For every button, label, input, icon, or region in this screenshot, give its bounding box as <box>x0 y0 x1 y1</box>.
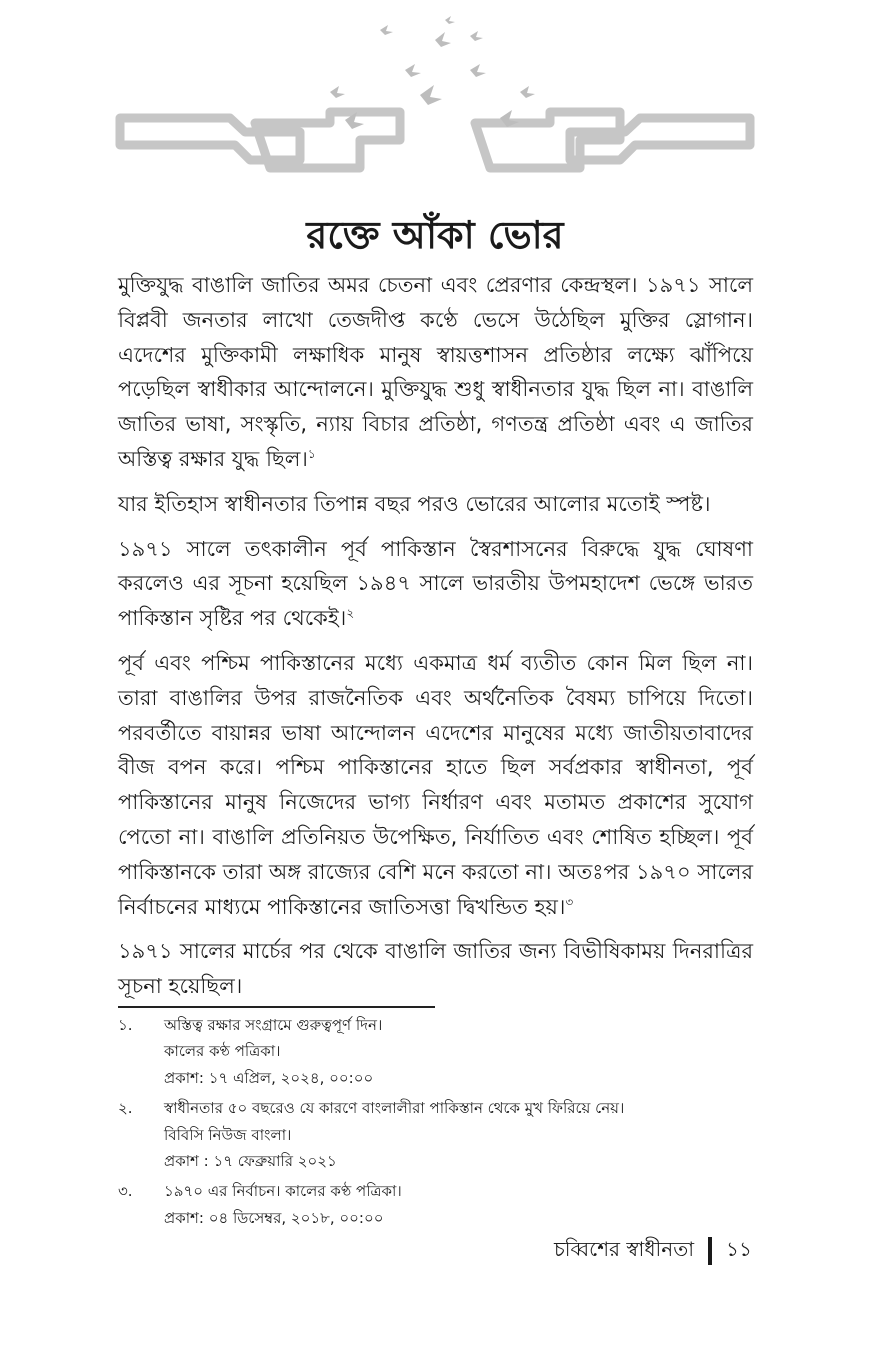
footnote-line: ১৯৭০ এর নির্বাচন। কালের কণ্ঠ পত্রিকা। <box>164 1182 402 1201</box>
broken-chain-with-birds-icon <box>0 0 870 200</box>
footnote-line: স্বাধীনতার ৫০ বছরেও যে কারণে বাংলালীরা পাকিস্তান থেকে মুখ ফিরিয়ে নেয়। <box>164 1099 625 1118</box>
footnote-item <box>118 1012 753 1091</box>
book-title: চব্বিশের স্বাধীনতা <box>554 1236 695 1261</box>
footnote-line: প্রকাশ: ১৭ এপ্রিল, ২০২৪, ০০:০০ <box>164 1068 374 1087</box>
footnote-line: বিবিসি নিউজ বাংলা। <box>164 1125 292 1144</box>
footnote-line: প্রকাশ : ১৭ ফেব্রুয়ারি ২০২১ <box>164 1152 337 1171</box>
footnote-number: ১. <box>118 1016 133 1034</box>
body-text <box>118 268 753 1014</box>
running-footer <box>554 1233 752 1269</box>
footnote-number: ৩. <box>118 1182 133 1201</box>
footnote-number: ২. <box>118 1099 133 1118</box>
footnote-line: অস্তিত্ব রক্ষার সংগ্রামে গুরুত্বপূর্ণ দিন। <box>164 1016 383 1034</box>
paragraph: যার ইতিহাস স্বাধীনতার তিপান্ন বছর পরও ভোরের আলোর মতোই স্পষ্ট। <box>118 491 711 516</box>
paragraph: মুক্তিযুদ্ধ বাঙালি জাতির অমর চেতনা এবং প্রেরণার কেন্দ্রস্থল। ১৯৭১ সালে বিপ্লবী জনতার লাখো তেজদীপ্ত কণ্ঠে ভেসে উঠেছিল মুক্তির স্লোগান। এদেশের মুক্তিকামী লক্ষাধিক মানুষ স্বায়ত্তশাসন প্রতিষ্ঠার লক্ষ্যে ঝাঁপিয়ে পড়েছিল স্বাধীকার আন্দোলনে। মুক্তিযুদ্ধ শুধু স্বাধীনতার যুদ্ধ ছিল না। বাঙালি জাতির ভাষা, সংস্কৃতি, ন্যায় বিচার প্রতিষ্ঠা, গণতন্ত্র প্রতিষ্ঠা এবং এ জাতির অস্তিত্ব রক্ষার যুদ্ধ ছিল।$^১$ <box>118 273 753 471</box>
footnote-ref[interactable]: ৩ <box>565 894 574 909</box>
footnote-line: কালের কণ্ঠ পত্রিকা। <box>164 1042 281 1061</box>
chapter-title: রক্তে আঁকা ভোর <box>306 213 564 257</box>
footnote-divider <box>118 1006 435 1008</box>
footer-divider <box>708 1237 712 1265</box>
footnote-item <box>118 1095 753 1174</box>
paragraph: পূর্ব এবং পশ্চিম পাকিস্তানের মধ্যে একমাত্র ধর্ম ব্যতীত কোন মিল ছিল না। তারা বাঙালির উপর রাজনৈতিক এবং অর্থনৈতিক বৈষম্য চাপিয়ে দিতো। পরবর্তীতে বায়ান্নর ভাষা আন্দোলন এদেশের মানুষের মধ্যে জাতীয়তাবাদের বীজ বপন করে। পশ্চিম পাকিস্তানের হাতে ছিল সর্বপ্রকার স্বাধীনতা, পূর্ব পাকিস্তানের মানুষ নিজেদের ভাগ্য নির্ধারণ এবং মতামত প্রকাশের সুযোগ পেতো না। বাঙালি প্রতিনিয়ত উপেক্ষিত, নির্যাতিত এবং শোষিত হচ্ছিল। পূর্ব পাকিস্তানকে তারা অঙ্গ রাজ্যের বেশি মনে করতো না। অতঃপর ১৯৭০ সালের নির্বাচনের মাধ্যমে পাকিস্তানের জাতিসত্তা দ্বিখন্ডিত হয়।$^৩$ <box>118 650 753 919</box>
paragraph: ১৯৭১ সালে তৎকালীন পূর্ব পাকিস্তান স্বৈরশাসনের বিরুদ্ধে যুদ্ধ ঘোষণা করলেও এর সূচনা হয়েছিল ১৯৪৭ সালে ভারতীয় উপমহাদেশ ভেঙ্গে ভারত পাকিস্তান সৃষ্টির পর থেকেই।$^২$ <box>118 536 753 631</box>
footnote-ref[interactable]: ১ <box>307 446 316 461</box>
footnote-item <box>118 1178 753 1231</box>
footnotes <box>118 1012 753 1235</box>
footnote-line: প্রকাশ: ০৪ ডিসেম্বর, ২০১৮, ০০:০০ <box>164 1208 384 1227</box>
page-number: ১১ <box>726 1236 752 1261</box>
footnote-ref[interactable]: ২ <box>346 606 355 621</box>
paragraph: ১৯৭১ সালের মার্চের পর থেকে বাঙালি জাতির জন্য বিভীষিকাময় দিনরাত্রির সূচনা হয়েছিল। <box>118 939 753 999</box>
